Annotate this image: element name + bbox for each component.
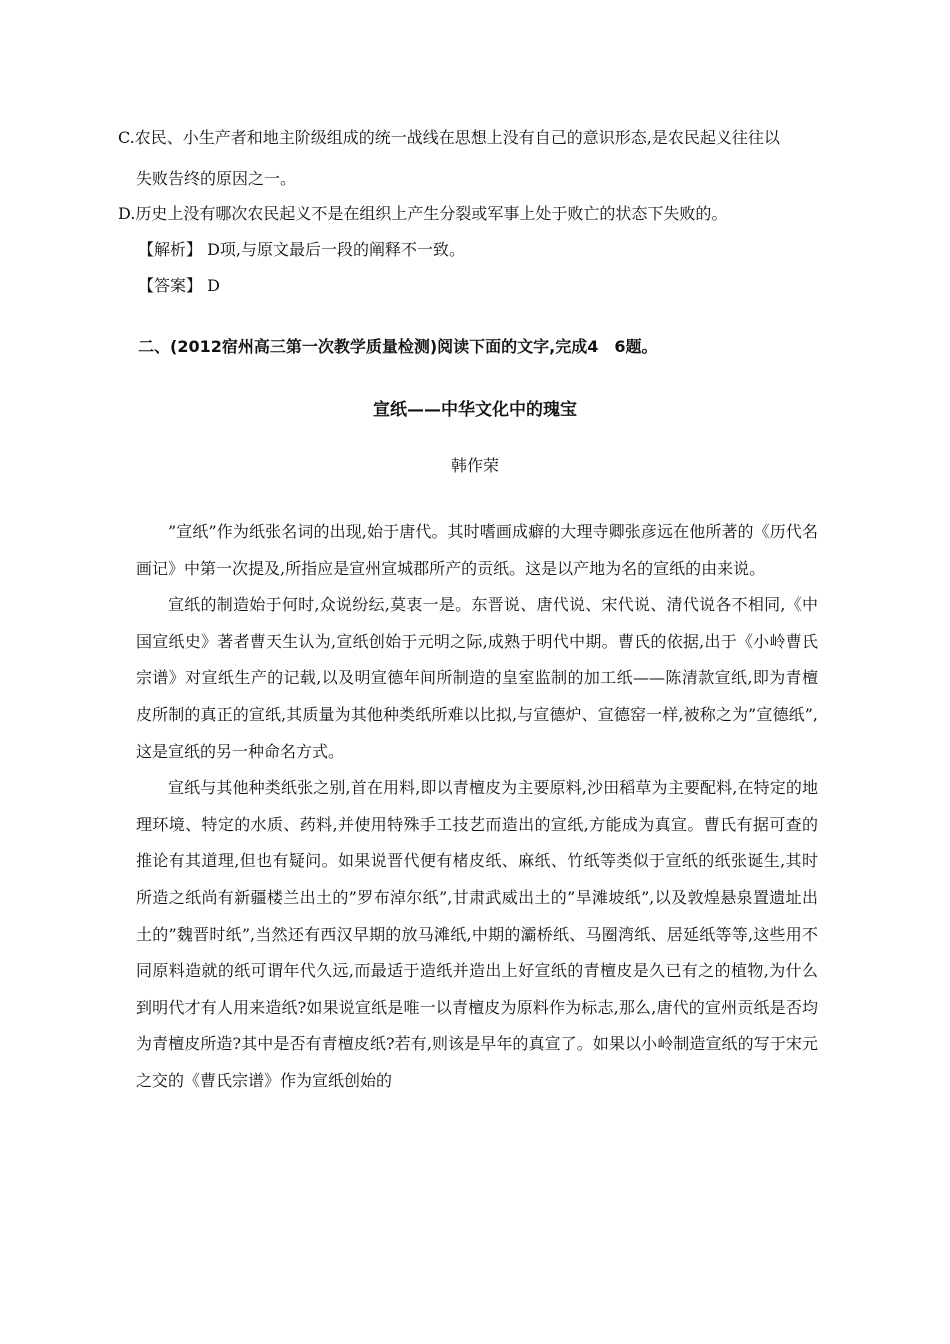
- article-paragraph: ”宣纸”作为纸张名词的出现,始于唐代。其时嗜画成癖的大理寺卿张彦远在他所著的《历代名画记》中第一次提及,所指应是宣州宣城郡所产的贡纸。这是以产地为名的宣纸的由来说。: [136, 522, 818, 578]
- section-heading: 二、(2012宿州高三第一次教学质量检测)阅读下面的文字,完成4 6题。: [138, 337, 658, 356]
- article-paragraph: 宣纸与其他种类纸张之别,首在用料,即以青檀皮为主要原料,沙田稻草为主要配料,在特定的地理环境、特定的水质、药料,并使用特殊手工技艺而造出的宣纸,方能成为真宣。曹氏有据可查的推论有其道理,但也有疑问。如果说晋代便有楮皮纸、麻纸、竹纸等类似于宣纸的纸张诞生,其时所造之纸尚有新疆楼兰出土的”罗布淖尔纸”,甘肃武威出土的”旱滩坡纸”,以及敦煌悬泉置遗址出土的”魏晋时纸”,当然还有西汉早期的放马滩纸,中期的灞桥纸、马圈湾纸、居延纸等等,这些用不同原料造就的纸可谓年代久远,而最适于造纸并造出上好宣纸的青檀皮是久已有之的植物,为什么到明代才有人用来造纸?如果说宣纸是唯一以青檀皮为原料作为标志,那么,唐代的宣州贡纸是否均为青檀皮所造?其中是否有青檀皮纸?若有,则该是早年的真宣了。如果以小岭制造宣纸的写于宋元之交的《曹氏宗谱》作为宣纸创始的: [136, 778, 818, 1090]
- article-body: [136, 514, 818, 1100]
- article-title: 宣纸——中华文化中的瑰宝: [373, 400, 577, 420]
- analysis-note: 【解析】 D项,与原文最后一段的阐释不一致。: [138, 240, 466, 259]
- option-c-line2: 失败告终的原因之一。: [136, 169, 297, 188]
- answer-note: 【答案】 D: [138, 276, 220, 295]
- option-d: D.历史上没有哪次农民起义不是在组织上产生分裂或军事上处于败亡的状态下失败的。: [118, 204, 728, 223]
- article-author: 韩作荣: [450, 456, 499, 475]
- option-c-line1: C.农民、小生产者和地主阶级组成的统一战线在思想上没有自己的意识形态,是农民起义往往以: [118, 128, 780, 147]
- article-paragraph: 宣纸的制造始于何时,众说纷纭,莫衷一是。东晋说、唐代说、宋代说、清代说各不相同,《中国宣纸史》著者曹天生认为,宣纸创始于元明之际,成熟于明代中期。曹氏的依据,出于《小岭曹氏宗谱》对宣纸生产的记载,以及明宣德年间所制造的皇室监制的加工纸——陈清款宣纸,即为青檀皮所制的真正的宣纸,其质量为其他种类纸所难以比拟,与宣德炉、宣德窑一样,被称之为”宣德纸”,这是宣纸的另一种命名方式。: [136, 595, 818, 761]
